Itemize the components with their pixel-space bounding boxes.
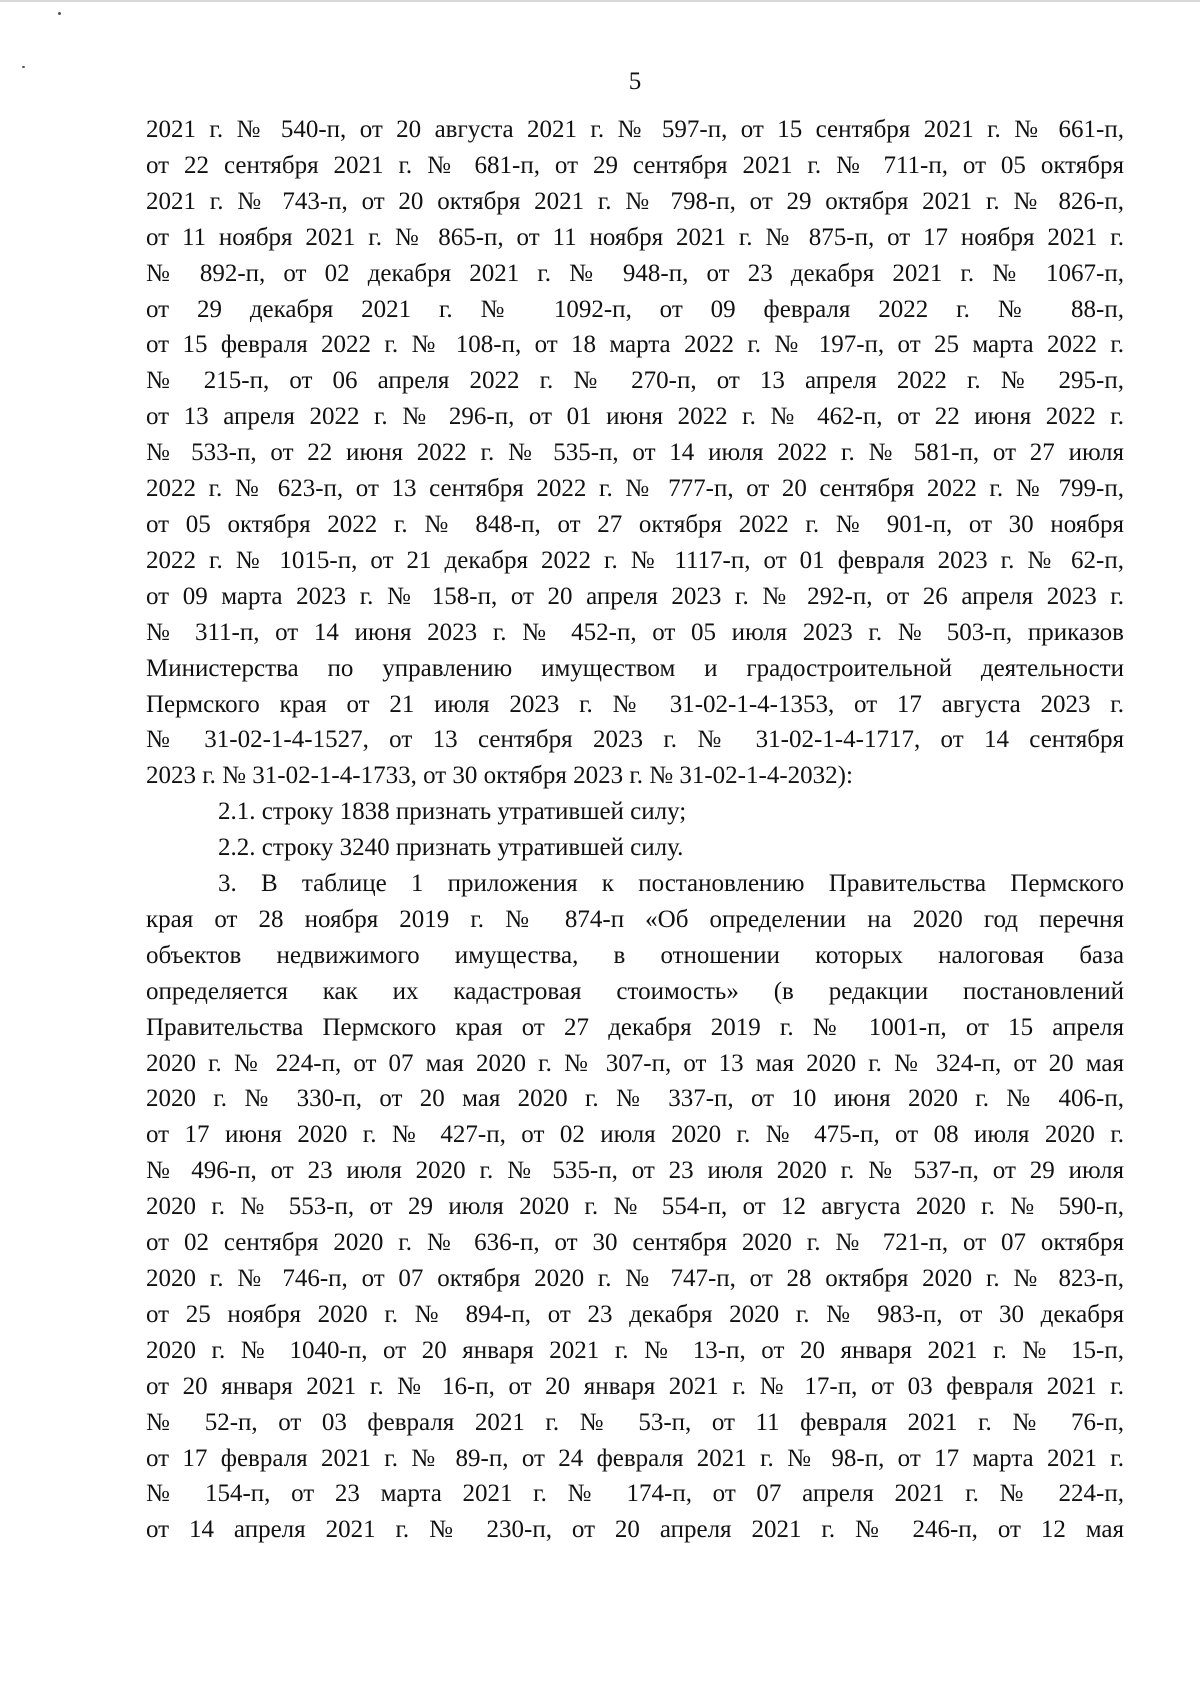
text-line: от 11 ноября 2021 г. № 865-п, от 11 ноября 2021 г. № 875-п, от 17 ноября 2021 г. [146, 223, 1124, 251]
text-line: от 29 декабря 2021 г. № 1092-п, от 09 февраля 2022 г. № 88-п, [146, 295, 1124, 323]
text-line: определяется как их кадастровая стоимость» (в редакции постановлений [146, 977, 1124, 1005]
text-line: от 13 апреля 2022 г. № 296-п, от 01 июня 2022 г. № 462-п, от 22 июня 2022 г. [146, 403, 1124, 431]
text-line: от 22 сентября 2021 г. № 681-п, от 29 сентября 2021 г. № 711-п, от 05 октября [146, 151, 1124, 179]
text-line: 3. В таблице 1 приложения к постановлению Правительства Пермского [218, 870, 1124, 898]
text-line: от 09 марта 2023 г. № 158-п, от 20 апреля 2023 г. № 292-п, от 26 апреля 2023 г. [146, 582, 1124, 610]
text-line: от 25 ноября 2020 г. № 894-п, от 23 декабря 2020 г. № 983-п, от 30 декабря [146, 1300, 1124, 1328]
text-line: № 311-п, от 14 июня 2023 г. № 452-п, от 05 июля 2023 г. № 503-п, приказов [146, 618, 1124, 646]
text-line: Министерства по управлению имуществом и градостроительной деятельности [146, 654, 1124, 682]
text-line: 2022 г. № 1015-п, от 21 декабря 2022 г. № 1117-п, от 01 февраля 2023 г. № 62-п, [146, 546, 1124, 574]
text-line: 2.1. строку 1838 признать утратившей силу; [218, 798, 687, 826]
text-line: № 533-п, от 22 июня 2022 г. № 535-п, от 14 июля 2022 г. № 581-п, от 27 июля [146, 439, 1124, 467]
text-line: 2021 г. № 743-п, от 20 октября 2021 г. № 798-п, от 29 октября 2021 г. № 826-п, [146, 187, 1124, 215]
text-line: № 892-п, от 02 декабря 2021 г. № 948-п, от 23 декабря 2021 г. № 1067-п, [146, 259, 1124, 287]
text-line: от 17 июня 2020 г. № 427-п, от 02 июля 2020 г. № 475-п, от 08 июля 2020 г. [146, 1121, 1124, 1149]
text-line: 2020 г. № 746-п, от 07 октября 2020 г. № 747-п, от 28 октября 2020 г. № 823-п, [146, 1265, 1124, 1292]
scan-edge [0, 0, 1200, 2]
text-line: № 215-п, от 06 апреля 2022 г. № 270-п, от 13 апреля 2022 г. № 295-п, [146, 367, 1124, 395]
text-line: края от 28 ноября 2019 г. № 874-п «Об определении на 2020 год перечня [146, 905, 1124, 933]
text-line: от 15 февраля 2022 г. № 108-п, от 18 марта 2022 г. № 197-п, от 25 марта 2022 г. [146, 331, 1124, 359]
text-line: № 31-02-1-4-1527, от 13 сентября 2023 г. № 31-02-1-4-1717, от 14 сентября [146, 726, 1124, 754]
text-line: от 02 сентября 2020 г. № 636-п, от 30 сентября 2020 г. № 721-п, от 07 октября [146, 1229, 1124, 1257]
page-number: 5 [628, 68, 642, 95]
text-line: № 496-п, от 23 июля 2020 г. № 535-п, от 23 июля 2020 г. № 537-п, от 29 июля [146, 1157, 1124, 1185]
body-text [146, 112, 1124, 1548]
text-line: Правительства Пермского края от 27 декабря 2019 г. № 1001-п, от 15 апреля [146, 1013, 1124, 1041]
text-line: от 20 января 2021 г. № 16-п, от 20 января 2021 г. № 17-п, от 03 февраля 2021 г. [146, 1372, 1124, 1400]
text-line: 2023 г. № 31-02-1-4-1733, от 30 октября 2023 г. № 31-02-1-4-2032): [146, 762, 853, 790]
text-line: от 14 апреля 2021 г. № 230-п, от 20 апреля 2021 г. № 246-п, от 12 мая [146, 1516, 1124, 1544]
text-line: № 52-п, от 03 февраля 2021 г. № 53-п, от 11 февраля 2021 г. № 76-п, [146, 1408, 1124, 1436]
text-line: от 17 февраля 2021 г. № 89-п, от 24 февраля 2021 г. № 98-п, от 17 марта 2021 г. [146, 1444, 1124, 1472]
text-line: Пермского края от 21 июля 2023 г. № 31-02-1-4-1353, от 17 августа 2023 г. [146, 690, 1124, 718]
text-line: 2022 г. № 623-п, от 13 сентября 2022 г. № 777-п, от 20 сентября 2022 г. № 799-п, [146, 475, 1124, 503]
text-line: 2020 г. № 224-п, от 07 мая 2020 г. № 307-п, от 13 мая 2020 г. № 324-п, от 20 мая [146, 1049, 1124, 1077]
scan-speck [58, 12, 61, 15]
text-line: от 05 октября 2022 г. № 848-п, от 27 октября 2022 г. № 901-п, от 30 ноября [146, 510, 1124, 538]
text-line: 2.2. строку 3240 признать утратившей силу. [218, 834, 684, 862]
text-line: объектов недвижимого имущества, в отношении которых налоговая база [146, 941, 1124, 969]
text-line: 2021 г. № 540-п, от 20 августа 2021 г. № 597-п, от 15 сентября 2021 г. № 661-п, [146, 116, 1124, 143]
text-line: 2020 г. № 330-п, от 20 мая 2020 г. № 337-п, от 10 июня 2020 г. № 406-п, [146, 1085, 1124, 1113]
text-line: 2020 г. № 1040-п, от 20 января 2021 г. № 13-п, от 20 января 2021 г. № 15-п, [146, 1336, 1124, 1364]
text-line: № 154-п, от 23 марта 2021 г. № 174-п, от 07 апреля 2021 г. № 224-п, [146, 1480, 1124, 1508]
text-line: 2020 г. № 553-п, от 29 июля 2020 г. № 554-п, от 12 августа 2020 г. № 590-п, [146, 1193, 1124, 1221]
